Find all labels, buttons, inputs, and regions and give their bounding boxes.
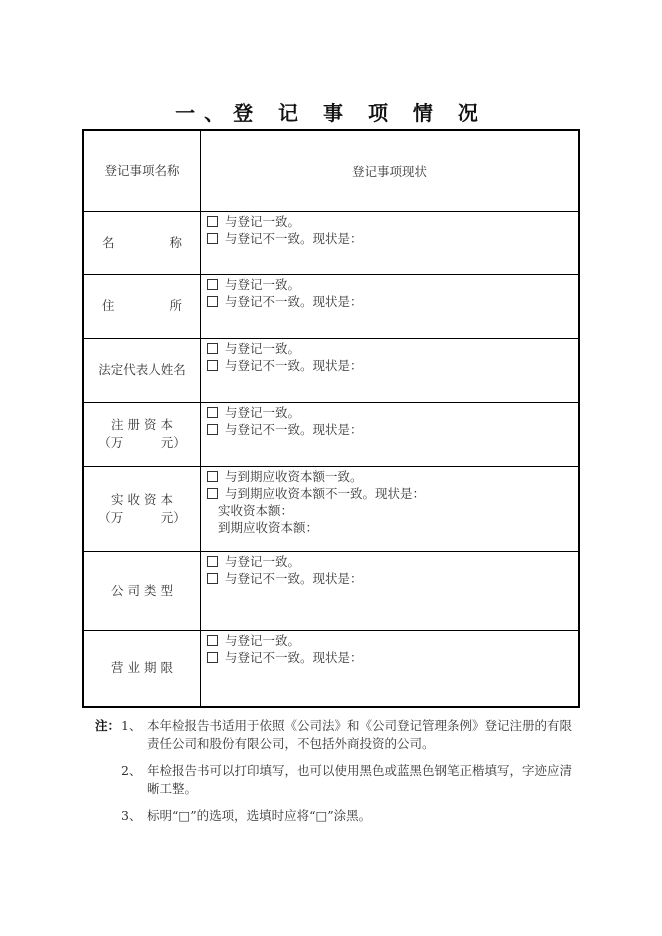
option-label: 与到期应收资本额一致。 [225, 468, 363, 484]
checkbox-icon[interactable] [207, 556, 218, 567]
row-label: 公 司 类 型 [83, 551, 201, 630]
row-label: 营 业 期 限 [83, 630, 201, 707]
option-inconsistent[interactable] [207, 230, 578, 247]
table-header-row [83, 130, 579, 211]
option-inconsistent[interactable] [207, 570, 578, 587]
notes-label: 注： [95, 718, 121, 733]
row-label [83, 274, 201, 338]
checkbox-icon[interactable] [207, 296, 218, 307]
option-consistent[interactable] [207, 276, 578, 293]
checkbox-icon[interactable] [207, 652, 218, 663]
note-item [95, 717, 575, 753]
checkbox-icon[interactable] [207, 573, 218, 584]
table-row-name [83, 211, 579, 274]
page-title: 一、登 记 事 项 情 况 [175, 101, 487, 125]
note-item [95, 762, 575, 798]
label-part: 实 收 资 本 [111, 491, 173, 507]
option-label: 与登记不一致。现状是： [225, 230, 363, 246]
note-text: 标明“□”的选项，选填时应将“□”涂黑。 [147, 808, 372, 823]
note-number: 3、 [121, 808, 142, 823]
checkbox-icon[interactable] [207, 360, 218, 371]
option-consistent[interactable] [207, 340, 578, 357]
label-part: 称 [169, 234, 182, 250]
registration-items-table [82, 129, 580, 708]
header-item-status: 登记事项现状 [201, 130, 580, 211]
option-consistent[interactable] [207, 632, 578, 649]
checkbox-icon[interactable] [207, 233, 218, 244]
table-row-business-term [83, 630, 579, 707]
header-item-name: 登记事项名称 [83, 130, 201, 211]
row-status [201, 338, 580, 402]
label-part: （万 元） [98, 435, 186, 450]
option-consistent[interactable] [207, 404, 578, 421]
checkbox-icon[interactable] [207, 488, 218, 499]
option-label: 与登记不一致。现状是： [225, 357, 363, 373]
option-consistent[interactable] [207, 553, 578, 570]
option-inconsistent[interactable] [207, 357, 578, 374]
row-status [201, 466, 580, 551]
option-inconsistent[interactable] [207, 293, 578, 310]
row-label [83, 402, 201, 466]
option-label: 与到期应收资本额不一致。现状是： [225, 485, 426, 501]
paid-in-amount-field[interactable]: 实收资本额： [218, 502, 294, 518]
option-label: 与登记一致。 [225, 404, 301, 420]
option-label: 与登记不一致。现状是： [225, 421, 363, 437]
checkbox-icon[interactable] [207, 216, 218, 227]
label-part: 所 [169, 298, 182, 313]
option-label: 与登记一致。 [225, 276, 301, 292]
option-label: 与登记不一致。现状是： [225, 293, 363, 309]
checkbox-icon[interactable] [207, 407, 218, 418]
table-row-legal-rep [83, 338, 579, 402]
checkbox-icon[interactable] [207, 279, 218, 290]
option-consistent[interactable] [207, 468, 578, 485]
due-amount-field[interactable]: 到期应收资本额： [218, 519, 319, 535]
row-label [83, 466, 201, 551]
option-label: 与登记一致。 [225, 340, 301, 356]
table-row-address [83, 274, 579, 338]
option-label: 与登记不一致。现状是： [225, 570, 363, 586]
option-inconsistent[interactable] [207, 421, 578, 438]
option-inconsistent[interactable] [207, 485, 578, 502]
label-part: 住 [102, 298, 115, 313]
table-row-registered-capital [83, 402, 579, 466]
row-status [201, 274, 580, 338]
option-label: 与登记一致。 [225, 632, 301, 648]
option-inconsistent[interactable] [207, 649, 578, 666]
row-status [201, 211, 580, 274]
row-label: 法定代表人姓名 [83, 338, 201, 402]
row-status [201, 630, 580, 707]
label-part: （万 元） [98, 509, 186, 525]
label-part: 注 册 资 本 [111, 417, 173, 432]
option-consistent[interactable] [207, 213, 578, 230]
label-part: 名 [102, 234, 115, 250]
row-status [201, 402, 580, 466]
option-label: 与登记一致。 [225, 213, 301, 229]
row-status [201, 551, 580, 630]
note-item [95, 807, 575, 825]
option-label: 与登记一致。 [225, 553, 301, 569]
note-text: 年检报告书可以打印填写，也可以使用黑色或蓝黑色钢笔正楷填写，字迹应清晰工整。 [147, 763, 573, 796]
checkbox-icon[interactable] [207, 471, 218, 482]
table-row-paid-in-capital [83, 466, 579, 551]
checkbox-icon[interactable] [207, 343, 218, 354]
row-label [83, 211, 201, 274]
checkbox-icon[interactable] [207, 635, 218, 646]
table-row-company-type [83, 551, 579, 630]
note-text: 本年检报告书适用于依照《公司法》和《公司登记管理条例》登记注册的有限责任公司和股份有限公司，不包括外商投资的公司。 [147, 718, 573, 751]
notes-section [95, 717, 575, 834]
checkbox-icon[interactable] [207, 424, 218, 435]
note-number: 2、 [121, 763, 142, 778]
note-number: 1、 [121, 718, 142, 733]
option-label: 与登记不一致。现状是： [225, 649, 363, 665]
